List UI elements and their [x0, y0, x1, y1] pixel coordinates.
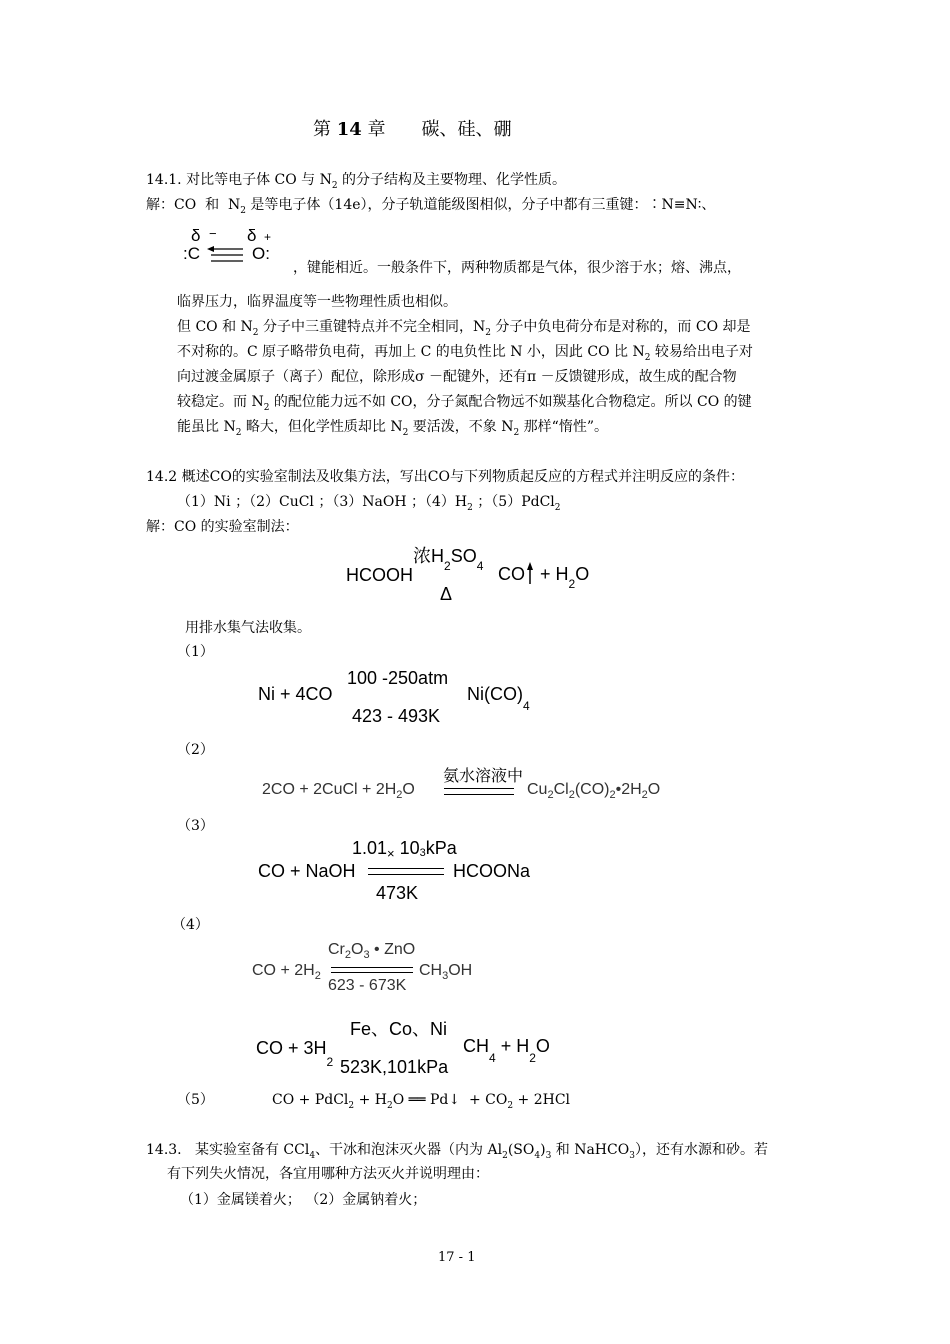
- answer-14-1-line5: 不对称的。C 原子略带负电荷，再加上 C 的电负性比 N 小，因此 CO 比 $N_2$ 较易给出电子对: [177, 344, 753, 363]
- prep-condition-top: 浓$H_2SO_4$: [413, 546, 484, 573]
- reaction-3-bottom: 473K: [376, 883, 419, 903]
- reaction-3-left: CO + NaOH: [258, 861, 356, 881]
- question-14-3-line2: 有下列失火情况，各宜用哪种方法灭火并说明理由：: [167, 1166, 489, 1182]
- reaction-3-top: $1.01_\times$ 103kPa: [352, 838, 457, 861]
- reaction-4b-top: Fe、Co、Ni: [350, 1019, 448, 1039]
- reaction-2-left: 2CO + 2CuCl + $2H_2O$: [262, 781, 415, 801]
- reaction-4b-left: CO + $3H_2$: [256, 1038, 334, 1069]
- minus-sign: −: [209, 226, 217, 241]
- reaction-2-label: （2）: [177, 742, 214, 758]
- gas-up-arrow-icon: [525, 562, 535, 586]
- reaction-4-top: $Cr_2O_3$ • ZnO: [328, 941, 416, 961]
- answer-14-2-intro: 解：CO 的实验室制法：: [146, 519, 299, 535]
- carbon-atom: :C: [183, 244, 200, 263]
- reaction-3-line-1: [368, 868, 444, 869]
- reaction-4-line-2: [331, 972, 413, 973]
- reaction-5-equation: CO + PdCl$_2$ + $H_2O$ ══ Pd↓ + $CO_2 + 2HCl$: [272, 1092, 571, 1111]
- prep-condition-bottom: Δ: [440, 584, 453, 604]
- question-14-3-line1: 14.3. 某实验室备有 CCl$_4$、干冰和泡沫灭火器（内为 $Al_2(SO_4)_3$ 和 NaHCO$_3$），还有水源和砂。若: [146, 1142, 768, 1161]
- reaction-4-bottom: 623 - 673K: [328, 977, 407, 994]
- answer-14-1-line7: 较稳定。而 $N_2$ 的配位能力远不如 CO，分子氮配合物远不如羰基化合物稳定。所以 CO 的键: [177, 394, 752, 413]
- collect-method: 用排水集气法收集。: [185, 620, 311, 636]
- reaction-4-line-1: [331, 967, 413, 968]
- delta-minus-symbol: δ: [191, 226, 201, 245]
- reaction-2-top: 氨水溶液中: [443, 768, 524, 785]
- reaction-3-line-2: [368, 874, 444, 875]
- reaction-1-left: Ni + 4CO: [258, 684, 333, 704]
- page-title: 第 14 章 碳、硅、硼: [313, 119, 512, 140]
- reaction-4-left: CO + $2H_2$: [252, 962, 321, 982]
- reaction-3-label: （3）: [177, 818, 214, 834]
- reaction-2-line-1: [444, 788, 514, 789]
- reaction-1-top: 100 -250atm: [347, 668, 449, 688]
- answer-14-1-line4: 但 CO 和 $N_2$ 分子中三重键特点并不完全相同，$N_2$ 分子中负电荷分布是对称的，而 CO 却是: [177, 319, 751, 338]
- delta-plus-symbol: δ: [247, 226, 257, 245]
- answer-14-1-line2: ，键能相近。一般条件下，两种物质都是气体，很少溶于水；熔、沸点，: [293, 260, 741, 276]
- question-14-3-items: （1）金属镁着火； （2）金属钠着火；: [180, 1192, 427, 1208]
- prep-reactant: HCOOH: [346, 565, 413, 585]
- reaction-4b-right: $CH_4 + H_2O$: [463, 1036, 550, 1065]
- reaction-2-line-2: [444, 794, 514, 795]
- question-14-2-items: （1）Ni ；（2）CuCl ；（3）NaOH ；$(4)H_2$ ；（5）PdCl$_2$: [177, 494, 561, 513]
- reaction-4-right: $CH_3OH$: [419, 962, 473, 982]
- prep-product: CO + $H_2O$: [498, 564, 590, 591]
- reaction-2-right: $Cu_2Cl_2(CO)_2•2H_2O$: [527, 781, 661, 801]
- answer-14-1-line6: 向过渡金属原子（离子）配位，除形成σ －配键外，还有π －反馈键形成，故生成的配合物: [177, 369, 737, 385]
- reaction-1-bottom: 423 - 493K: [352, 706, 441, 726]
- reaction-1-right: $Ni(CO)_4$: [467, 684, 530, 713]
- reaction-3-right: HCOONa: [453, 861, 531, 881]
- triple-bond-arrow-icon: [205, 245, 245, 265]
- oxygen-atom: O:: [252, 244, 270, 263]
- answer-14-1-line3: 临界压力，临界温度等一些物理性质也相似。: [177, 294, 457, 310]
- answer-14-1-line1: 解：CO 和 $N_2$ 是等电子体（14e），分子轨道能级图相似，分子中都有三重键：∶N≡N∶、: [146, 197, 716, 216]
- reaction-4-label: （4）: [172, 917, 209, 933]
- question-14-2: 14.2 概述CO的实验室制法及收集方法，写出CO与下列物质起反应的方程式并注明反应的条件：: [146, 469, 744, 485]
- answer-14-1-line8: 能虽比 $N_2$ 略大，但化学性质却比 $N_2$ 要活泼，不象 $N_2$ 那样“惰性”。: [177, 419, 608, 438]
- reaction-5-label: （5）: [177, 1092, 214, 1108]
- plus-sign: +: [264, 230, 272, 244]
- question-14-1: 14.1. 对比等电子体 CO 与 $N_2$ 的分子结构及主要物理、化学性质。: [146, 172, 567, 191]
- reaction-4b-bottom: 523K,101kPa: [340, 1057, 449, 1077]
- reaction-1-label: （1）: [177, 644, 214, 660]
- page-number: 17 - 1: [438, 1250, 476, 1265]
